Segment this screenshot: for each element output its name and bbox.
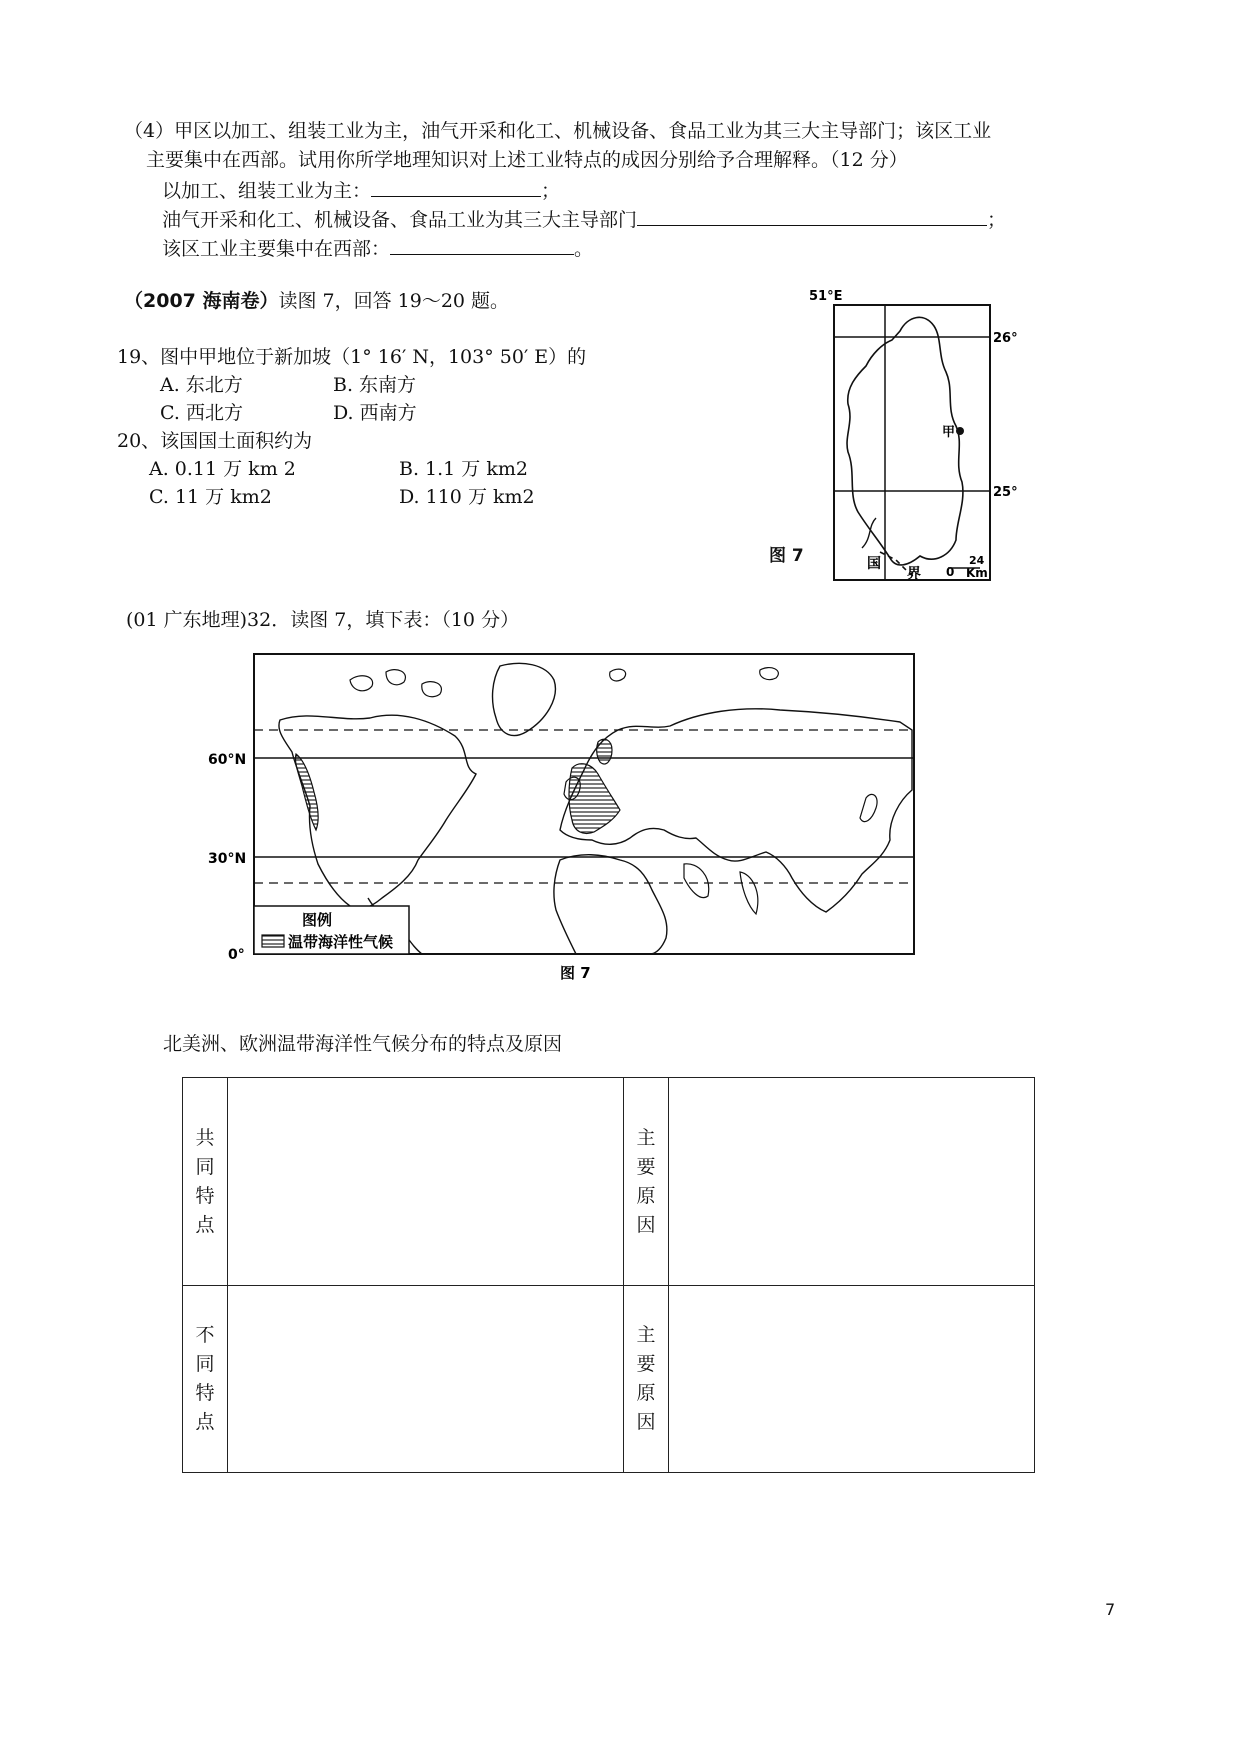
place-jia-dot xyxy=(956,427,964,435)
arabia-india xyxy=(684,864,758,914)
lat-label-60: 60°N xyxy=(208,752,247,768)
answer-cell-common-features[interactable] xyxy=(228,1078,624,1286)
q4-item1-label: 以加工、组装工业为主： xyxy=(162,180,372,202)
label-different-features: 不 同 特 点 xyxy=(183,1286,228,1473)
small-map-figure-label: 图 7 xyxy=(769,546,804,566)
hatch-western-europe xyxy=(569,764,620,834)
world-map xyxy=(200,650,920,980)
greenland xyxy=(493,663,556,735)
label-common-features: 共 同 特 点 xyxy=(183,1078,228,1286)
q19-option-d: D. 西南方 xyxy=(333,402,417,424)
label-main-reasons-1: 主 要 原 因 xyxy=(624,1078,669,1286)
scale-zero: 0 xyxy=(946,565,955,579)
table-row xyxy=(183,1286,1035,1473)
lat-label-26: 26° xyxy=(993,331,1018,346)
legend-swatch xyxy=(262,935,284,947)
africa xyxy=(554,855,667,954)
q4-item3-end: 。 xyxy=(574,238,594,260)
answer-table xyxy=(182,1077,1035,1473)
q20-option-d: D. 110 万 km2 xyxy=(399,486,535,508)
hatch-norway xyxy=(597,739,612,764)
q4-item2-end: ； xyxy=(987,209,1007,231)
gd-intro: (01 广东地理)32．读图 7，填下表：（10 分） xyxy=(126,609,520,631)
lat-label-30: 30°N xyxy=(208,851,247,867)
answer-cell-main-reasons-1[interactable] xyxy=(669,1078,1035,1286)
north-america xyxy=(279,715,476,909)
map-frame xyxy=(834,305,990,580)
q4-item2 xyxy=(162,207,1006,232)
lat-label-25: 25° xyxy=(993,485,1018,500)
answer-cell-main-reasons-2[interactable] xyxy=(669,1286,1035,1473)
answer-cell-different-features[interactable] xyxy=(228,1286,624,1473)
hainan-header xyxy=(124,290,509,313)
world-map-figure-label: 图 7 xyxy=(560,964,591,982)
q20-option-c: C. 11 万 km2 xyxy=(149,486,272,508)
border-label-guo: 国 xyxy=(867,556,881,572)
scale-unit: Km xyxy=(966,566,988,580)
q19-option-a: A. 东北方 xyxy=(160,374,243,396)
q20-option-b: B. 1.1 万 km2 xyxy=(399,458,528,480)
q19-option-c: C. 西北方 xyxy=(160,402,243,424)
arctic-islands xyxy=(350,668,778,697)
q4-item3 xyxy=(162,236,593,261)
q19-stem: 19、图中甲地位于新加坡（1° 16′ N，103° 50′ E）的 xyxy=(117,346,587,368)
answer-blank-1[interactable] xyxy=(371,178,541,197)
hainan-source: （2007 海南卷） xyxy=(124,290,279,312)
hainan-intro: 读图 7，回答 19～20 题。 xyxy=(278,290,510,312)
table-row xyxy=(183,1078,1035,1286)
page-number: 7 xyxy=(1105,1600,1116,1619)
hatch-north-america xyxy=(295,754,318,830)
q4-item1-end: ； xyxy=(541,180,561,202)
q20-option-a: A. 0.11 万 km 2 xyxy=(149,458,296,480)
country-map xyxy=(750,286,1018,582)
lat-label-0: 0° xyxy=(228,947,245,963)
q4-line1: （4）甲区以加工、组装工业为主，油气开采和化工、机械设备、食品工业为其三大主导部门；该区工业 xyxy=(124,120,992,142)
label-main-reasons-2: 主 要 原 因 xyxy=(624,1286,669,1473)
border-label-jie: 界 xyxy=(907,566,921,582)
table-title: 北美洲、欧洲温带海洋性气候分布的特点及原因 xyxy=(163,1033,563,1055)
answer-blank-2[interactable] xyxy=(637,207,987,226)
legend-item: 温带海洋性气候 xyxy=(288,933,394,951)
q19-option-b: B. 东南方 xyxy=(333,374,417,396)
q20-stem: 20、该国国土面积约为 xyxy=(117,430,313,452)
q4-item3-label: 该区工业主要集中在西部： xyxy=(162,238,391,260)
legend-title: 图例 xyxy=(302,911,333,929)
q4-line2: 主要集中在西部。试用你所学地理知识对上述工业特点的成因分别给予合理解释。（12 分） xyxy=(146,149,908,171)
answer-blank-3[interactable] xyxy=(390,236,574,255)
place-jia-label: 甲 xyxy=(942,425,956,440)
country-outline xyxy=(847,317,963,565)
q4-item1 xyxy=(162,178,560,203)
q4-item2-label: 油气开采和化工、机械设备、食品工业为其三大主导部门 xyxy=(162,209,638,231)
scale-value: 24 xyxy=(969,554,985,567)
lon-label: 51°E xyxy=(809,289,843,304)
japan xyxy=(860,794,877,821)
